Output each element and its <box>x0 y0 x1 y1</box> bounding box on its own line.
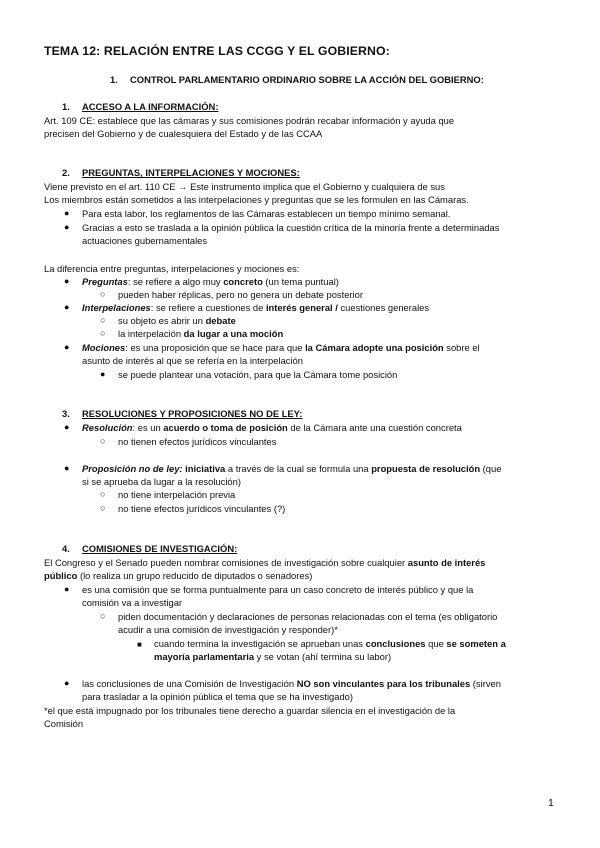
section-number: 4. <box>62 543 70 554</box>
text: a través de la cual se formula una <box>225 463 372 474</box>
sub-sub-item-continuation <box>154 650 391 663</box>
emphasis: iniciativa <box>182 463 226 474</box>
text: cuando termina la investigación se aprueban unas <box>154 638 366 649</box>
text: (un tema puntual) <box>262 276 339 287</box>
disc-bullet: ● <box>64 222 70 232</box>
part-number: 1. <box>110 74 118 85</box>
section-number: 2. <box>62 167 70 178</box>
section-label: PREGUNTAS, INTERPELACIONES Y MOCIONES: <box>82 167 300 178</box>
list-item <box>82 677 501 690</box>
text: y se votan (ahí termina su labor) <box>254 651 392 662</box>
disc-bullet: ● <box>64 678 70 688</box>
list-item-proposicion <box>82 462 501 475</box>
section-heading-1 <box>62 101 218 112</box>
section4-intro-line-1 <box>44 556 564 569</box>
disc-bullet: ● <box>64 208 70 218</box>
emphasis: mayoría parlamentaria <box>154 651 255 662</box>
list-item-continuation: si se aprueba da lugar a la resolución) <box>82 476 241 487</box>
list-item-resolucion <box>82 421 462 434</box>
section2-diff-line: La diferencia entre preguntas, interpelaciones y mociones es: <box>44 263 300 274</box>
emphasis: la Cámara adopte una posición <box>305 342 444 353</box>
section-label: ACCESO A LA INFORMACIÓN: <box>82 101 219 112</box>
emphasis: interés general / <box>265 302 338 313</box>
sub-item: piden documentación y declaraciones de personas relacionadas con el tema (es obligatorio <box>118 611 498 622</box>
circle-bullet: ○ <box>100 315 106 325</box>
sub-item <box>118 314 236 327</box>
text: las conclusiones de una Comisión de Investigación <box>82 678 297 689</box>
term: Preguntas <box>82 276 128 287</box>
section-number: 3. <box>62 408 70 419</box>
section1-body-line-1: Art. 109 CE: establece que las cámaras y sus comisiones podrán recabar información y ayuda que <box>44 115 455 126</box>
emphasis: se someten a <box>446 638 506 649</box>
sub-item: no tienen efectos jurídicos vinculantes <box>118 436 277 447</box>
disc-bullet: ● <box>100 369 106 379</box>
part-heading <box>110 74 484 85</box>
text: (lo realiza un grupo reducido de diputados o senadores) <box>77 570 313 581</box>
text: de la Cámara ante una cuestión concreta <box>287 422 462 433</box>
circle-bullet: ○ <box>100 289 106 299</box>
text: : es una proposición que se hace para que <box>125 342 306 353</box>
text: su objeto es abrir un <box>118 315 206 326</box>
emphasis: asunto de interés <box>407 557 486 568</box>
section-number: 1. <box>62 101 70 112</box>
disc-bullet: ● <box>64 302 70 312</box>
section-label: RESOLUCIONES Y PROPOSICIONES NO DE LEY: <box>82 408 303 419</box>
section-heading-2 <box>62 167 300 178</box>
section-heading-4 <box>62 543 237 554</box>
text: sobre el <box>443 342 480 353</box>
emphasis: da lugar a una moción <box>183 328 284 339</box>
list-item-continuation: actuaciones gubernamentales <box>82 235 208 246</box>
list-item-continuation: comisión va a investigar <box>82 597 183 608</box>
text: la interpelación <box>118 328 184 339</box>
disc-bullet: ● <box>64 342 70 352</box>
list-item: Gracias a esto se traslada a la opinión pública la cuestión crítica de la minoría frente a determinadas <box>82 222 500 233</box>
text: (que <box>480 463 502 474</box>
circle-bullet: ○ <box>100 503 106 513</box>
section2-intro-line-1: Viene previsto en el art. 110 CE → Este instrumento implica que el Gobierno y cualquiera de sus <box>44 181 445 192</box>
list-item: Para esta labor, los reglamentos de las Cámaras establecen un tiempo mínimo semanal. <box>82 208 451 219</box>
section2-intro-line-2: Los miembros están sometidos a las interpelaciones y preguntas que se les formulen en las Cámaras. <box>44 194 469 205</box>
sub-item: no tiene interpelación previa <box>118 489 236 500</box>
text: que <box>425 638 447 649</box>
disc-bullet: ● <box>64 463 70 473</box>
emphasis: propuesta de resolución <box>371 463 481 474</box>
emphasis: debate <box>205 315 236 326</box>
circle-bullet: ○ <box>100 489 106 499</box>
list-item-continuation: asunto de interés al que se refería en la interpelación <box>82 355 303 366</box>
text: : es un <box>132 422 164 433</box>
list-item-continuation: para trasladar a la opinión pública el tema que se ha investigado) <box>82 691 354 702</box>
list-item: es una comisión que se forma puntualmente para un caso concreto de interés público y que la <box>82 584 474 595</box>
sub-item: pueden haber réplicas, pero no genera un debate posterior <box>118 289 363 300</box>
sub-item <box>118 327 283 340</box>
part-label: CONTROL PARLAMENTARIO ORDINARIO SOBRE LA ACCIÓN DEL GOBIERNO: <box>130 74 484 85</box>
term: Mociones <box>82 342 126 353</box>
list-item-preguntas <box>82 275 339 288</box>
emphasis: concreto <box>223 276 263 287</box>
emphasis: NO son vinculantes para los tribunales <box>296 678 471 689</box>
emphasis: acuerdo o toma de posición <box>163 422 288 433</box>
text: El Congreso y el Senado pueden nombrar comisiones de investigación sobre cualquier <box>44 557 408 568</box>
emphasis: público <box>44 570 78 581</box>
square-bullet: ■ <box>137 640 142 649</box>
section-label: COMISIONES DE INVESTIGACIÓN: <box>82 543 238 554</box>
sub-item-continuation: acudir a una comisión de investigación y responder)* <box>118 624 338 635</box>
sub-item: no tiene efectos jurídicos vinculantes (?) <box>118 503 286 514</box>
list-item-mociones <box>82 341 480 354</box>
circle-bullet: ○ <box>100 611 106 621</box>
term: Proposición no de ley: <box>82 463 183 474</box>
section-heading-3 <box>62 408 302 419</box>
section1-body-line-2: precisen del Gobierno y de cualesquiera del Estado y de las CCAA <box>44 128 323 139</box>
section4-intro-line-2 <box>44 569 564 582</box>
term: Interpelaciones <box>82 302 151 313</box>
term: Resolución <box>82 422 133 433</box>
text: (sirven <box>470 678 501 689</box>
disc-bullet: ● <box>64 276 70 286</box>
page-number: 1 <box>548 797 554 809</box>
sub-sub-item <box>154 637 506 650</box>
text: cuestiones generales <box>337 302 430 313</box>
footnote-line-2: Comisión <box>44 718 84 729</box>
disc-bullet: ● <box>64 584 70 594</box>
text: : se refiere a algo muy <box>127 276 224 287</box>
footnote-line-1: *el que está impugnado por los tribunales tiene derecho a guardar silencia en el investigación de la <box>44 705 456 716</box>
disc-bullet: ● <box>64 422 70 432</box>
list-item-interpelaciones <box>82 301 429 314</box>
circle-bullet: ○ <box>100 436 106 446</box>
emphasis: conclusiones <box>365 638 426 649</box>
circle-bullet: ○ <box>100 328 106 338</box>
sub-item: se puede plantear una votación, para que la Cámara tome posición <box>118 369 398 380</box>
text: : se refiere a cuestiones de <box>150 302 266 313</box>
page-title: TEMA 12: RELACIÓN ENTRE LAS CCGG Y EL GOBIERNO: <box>44 44 390 58</box>
